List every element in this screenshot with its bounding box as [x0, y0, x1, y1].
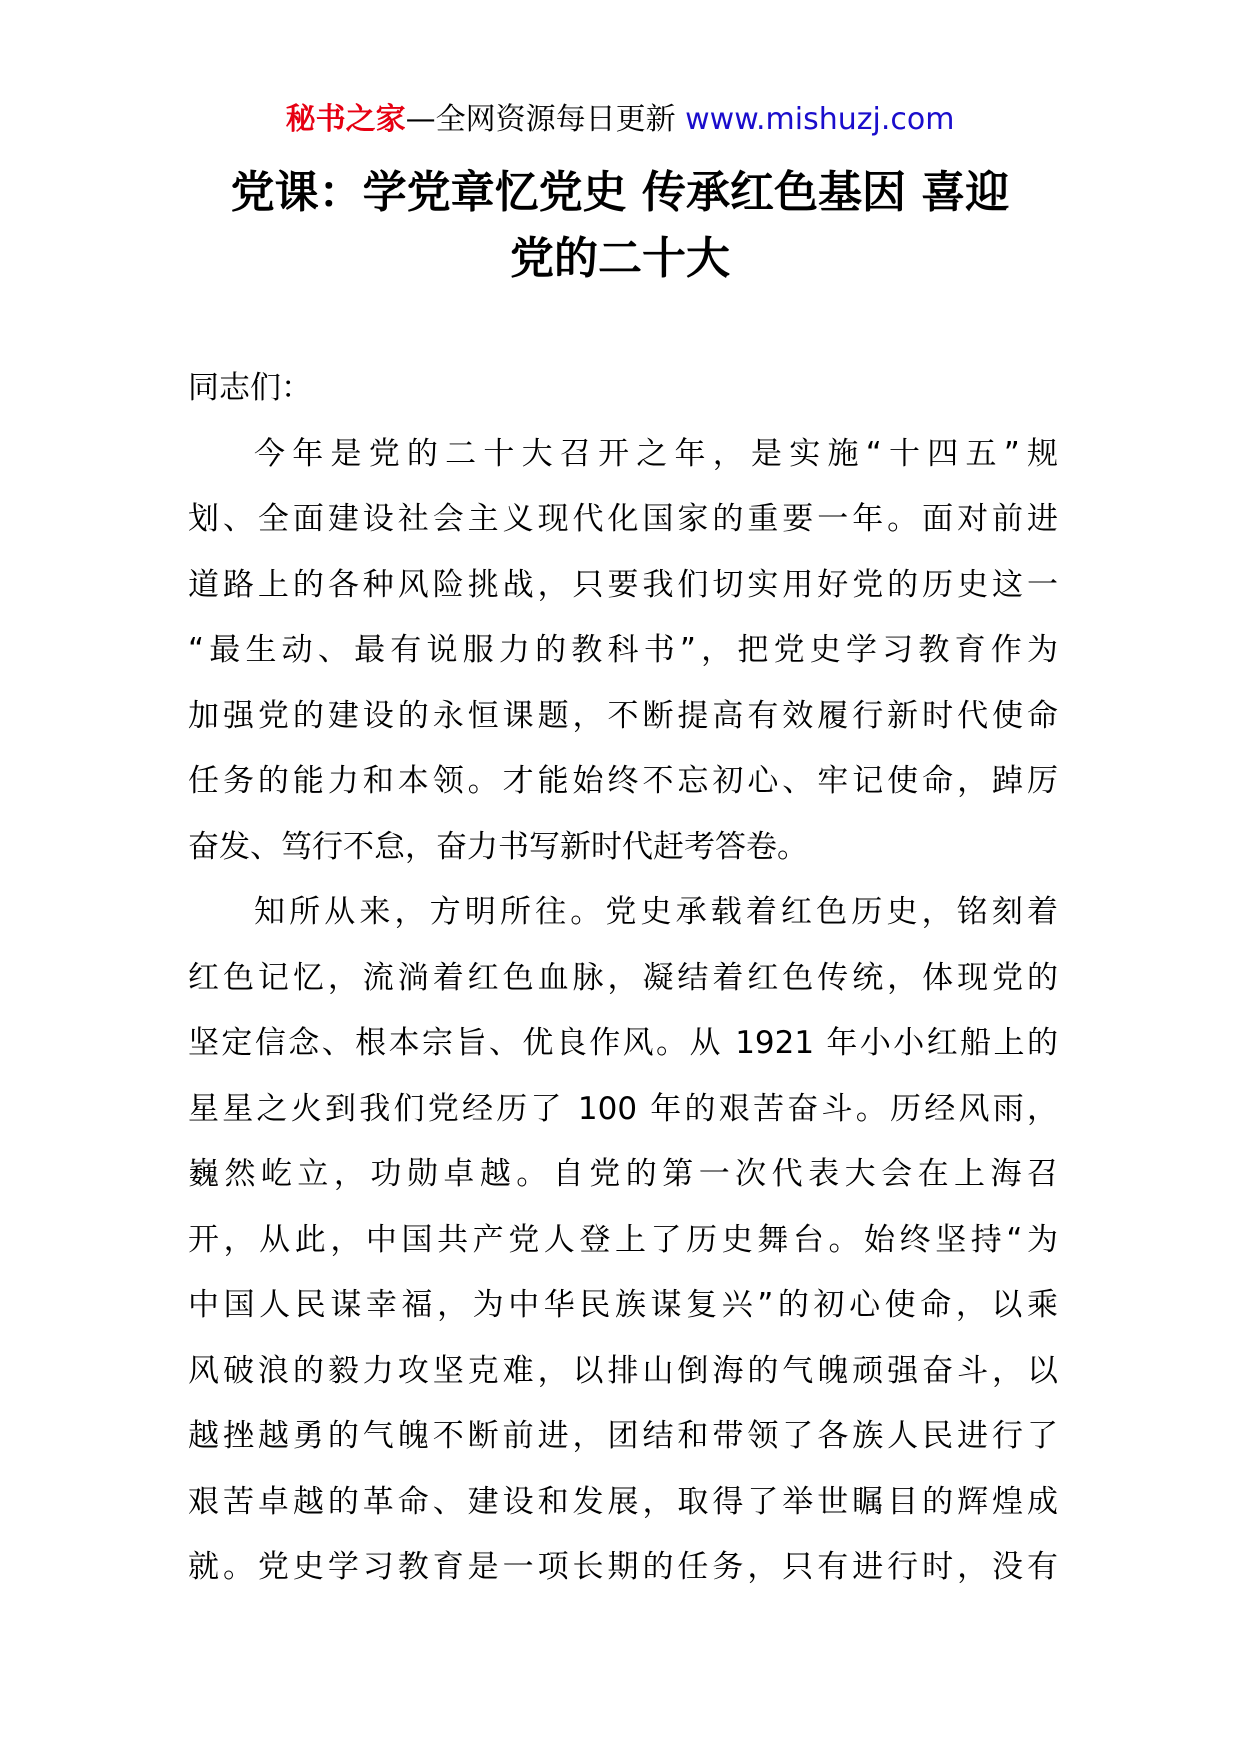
paragraph-2-line: 越挫越勇的气魄不断前进，团结和带领了各族人民进行了 — [188, 1418, 1058, 1454]
salutation: 同志们： — [188, 370, 312, 406]
paragraph-2-line: 知所从来，方明所往。党史承载着红色历史，铭刻着 — [254, 894, 1058, 930]
document-title — [160, 160, 1080, 292]
site-tagline: —全网资源每日更新 — [405, 102, 686, 137]
paragraph-1-line: 道路上的各种风险挑战，只要我们切实用好党的历史这一 — [188, 566, 1058, 603]
paragraph-2-line: 巍然屹立，功勋卓越。自党的第一次代表大会在上海召 — [188, 1156, 1058, 1192]
paragraph-1-line: 任务的能力和本领。才能始终不忘初心、牢记使命，踔厉 — [188, 763, 1058, 799]
paragraph-2-line: 中国人民谋幸福，为中华民族谋复兴”的初心使命，以乘 — [188, 1287, 1058, 1323]
paragraph-2-line: 红色记忆，流淌着红色血脉，凝结着红色传统，体现党的 — [188, 959, 1058, 996]
title-line-1: 党课：学党章忆党史 传承红色基因 喜迎 — [230, 167, 1010, 218]
paragraph-1-line: 划、全面建设社会主义现代化国家的重要一年。面对前进 — [188, 501, 1058, 537]
paragraph-1-line: 今年是党的二十大召开之年，是实施“十四五”规 — [254, 435, 1058, 472]
paragraph-2-line: 就。党史学习教育是一项长期的任务，只有进行时，没有 — [188, 1549, 1058, 1585]
paragraph-1-line: 奋发、笃行不怠，奋力书写新时代赶考答卷。 — [188, 828, 808, 865]
paragraph-2-line: 开，从此，中国共产党人登上了历史舞台。始终坚持“为 — [188, 1221, 1058, 1258]
paragraph-1-line: 加强党的建设的永恒课题，不断提高有效履行新时代使命 — [188, 697, 1058, 734]
paragraph-2-line: 艰苦卓越的革命、建设和发展，取得了举世瞩目的辉煌成 — [188, 1483, 1058, 1520]
site-header — [0, 100, 1240, 140]
site-brand: 秘书之家 — [285, 102, 406, 137]
document-body — [188, 356, 1058, 1601]
paragraph-2-line: 星星之火到我们党经历了 100 年的艰苦奋斗。历经风雨， — [188, 1090, 1058, 1127]
paragraph-1-line: “最生动、最有说服力的教科书”，把党史学习教育作为 — [188, 632, 1058, 668]
paragraph-2-line: 风破浪的毅力攻坚克难，以排山倒海的气魄顽强奋斗，以 — [188, 1352, 1058, 1389]
title-line-2: 党的二十大 — [510, 233, 730, 284]
paragraph-2-line: 坚定信念、根本宗旨、优良作风。从 1921 年小小红船上的 — [188, 1025, 1058, 1061]
site-url-link[interactable]: www.mishuzj.com — [685, 102, 955, 137]
